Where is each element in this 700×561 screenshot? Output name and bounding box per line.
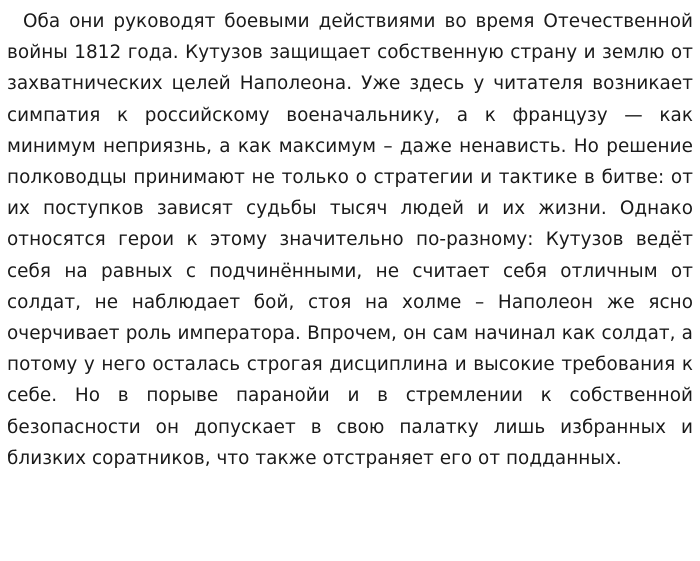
document-body bbox=[7, 6, 693, 474]
body-paragraph: Оба они руководят боевыми действиями во время Отечественной войны 1812 года. Кутузов защищает собственную страну и землю от захватнических целей Наполеона. Уже здесь у читателя возникает симпатия к российскому военачальнику, а к французу — как минимум неприязнь, а как максимум – даже ненависть. Но решение полководцы принимают не только о стратегии и тактике в битве: от их поступков зависят судьбы тысяч людей и их жизни. Однако относятся герои к этому значительно по-разному: Кутузов ведёт себя на равных с подчинёнными, не считает себя отличным от солдат, не наблюдает бой, стоя на холме – Наполеон же ясно очерчивает роль императора. Впрочем, он сам начинал как солдат, а потому у него осталась строгая дисциплина и высокие требования к себе. Но в порыве паранойи и в стремлении к собственной безопасности он допускает в свою палатку лишь избранных и близких соратников, что также отстраняет его от подданных. bbox=[7, 11, 693, 469]
